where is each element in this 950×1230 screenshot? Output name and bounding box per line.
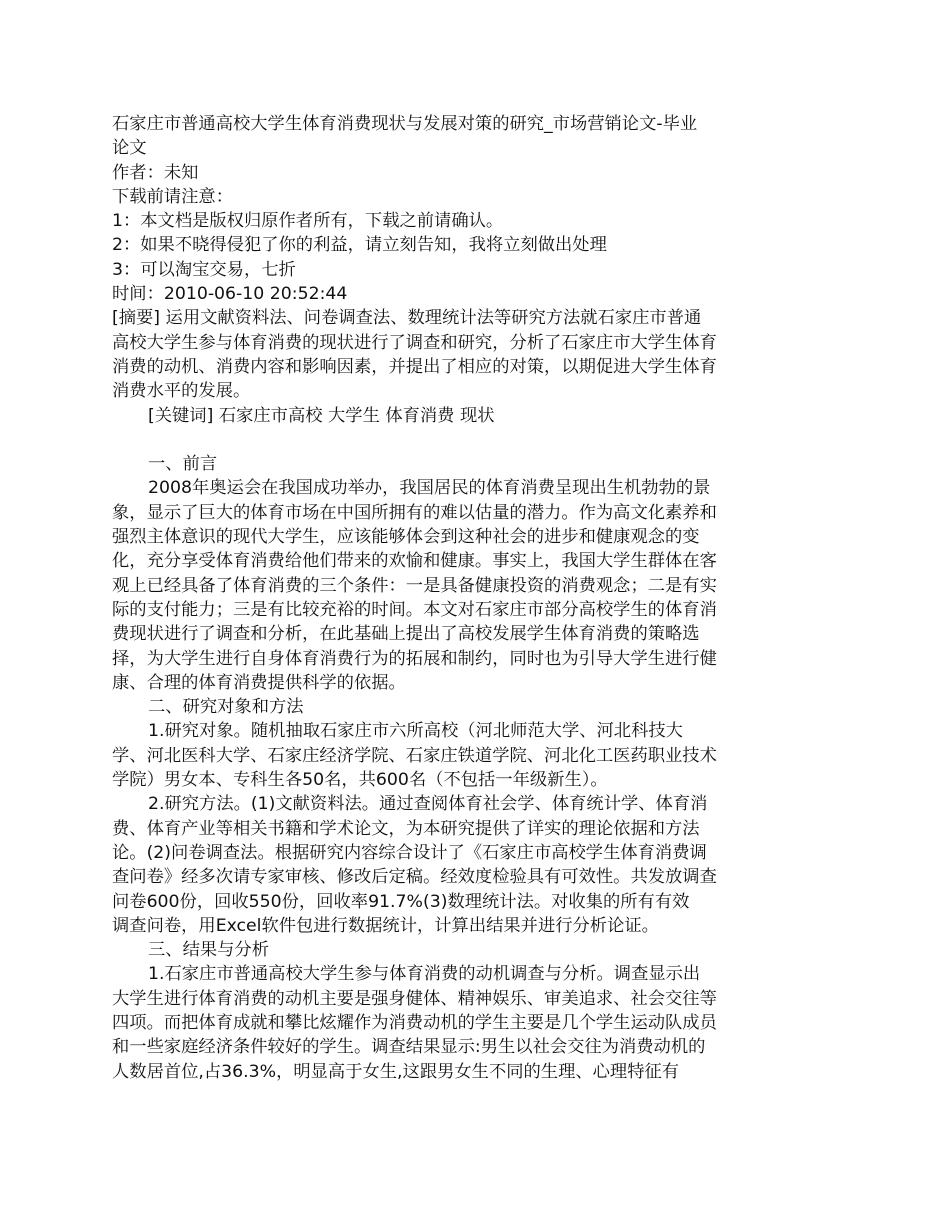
notice-item: 1：本文档是版权归原作者所有，下载之前请确认。 (112, 211, 504, 232)
section-heading-results: 三、结果与分析 (148, 940, 269, 961)
title-line: 论文 (112, 138, 147, 159)
paragraph-line: 费现状进行了调查和分析，在此基础上提出了高校发展学生体育消费的策略选 (112, 624, 700, 645)
paragraph-line: 和一些家庭经济条件较好的学生。调查结果显示:男生以社会交往为消费动机的 (112, 1037, 706, 1058)
abstract-line: 高校大学生参与体育消费的现状进行了调查和研究，分析了石家庄市大学生体育 (112, 332, 717, 353)
paragraph-line: 论。(2)问卷调查法。根据研究内容综合设计了《石家庄市高校学生体育消费调 (112, 842, 707, 863)
methods-paragraph-approach (112, 792, 768, 938)
paragraph-line: 化，充分享受体育消费给他们带来的欢愉和健康。事实上，我国大学生群体在客 (112, 551, 717, 572)
section-heading-methods: 二、研究对象和方法 (148, 697, 304, 718)
notice-item: 2：如果不晓得侵犯了你的利益，请立刻告知，我将立刻做出处理 (112, 235, 607, 256)
paragraph-line: 人数居首位,占36.3%，明显高于女生,这跟男女生不同的生理、心理特征有 (112, 1061, 680, 1082)
author-line: 作者：未知 (112, 162, 199, 183)
paragraph-line: 2.研究方法。(1)文献资料法。通过查阅体育社会学、体育统计学、体育消 (148, 794, 708, 815)
section-heading-intro: 一、前言 (148, 454, 218, 475)
document-title (112, 112, 768, 161)
paragraph-line: 2008年奥运会在我国成功举办，我国居民的体育消费呈现出生机勃勃的景 (148, 478, 711, 499)
paragraph-line: 大学生进行体育消费的动机主要是强身健体、精神娱乐、审美追求、社会交往等 (112, 988, 717, 1009)
notice-item: 3：可以淘宝交易，七折 (112, 259, 296, 280)
paragraph-line: 调查问卷，用Excel软件包进行数据统计，计算出结果并进行分析论证。 (112, 915, 659, 936)
paragraph-line: 康、合理的体育消费提供科学的依据。 (112, 672, 406, 693)
paragraph-line: 问卷600份，回收550份，回收率91.7%(3)数理统计法。对收集的所有有效 (112, 891, 690, 912)
paragraph-line: 择，为大学生进行自身体育消费行为的拓展和制约，同时也为引导大学生进行健 (112, 648, 717, 669)
paragraph-line: 象，显示了巨大的体育市场在中国所拥有的难以估量的潜力。作为高文化素养和 (112, 502, 717, 523)
paragraph-line: 四项。而把体育成就和攀比炫耀作为消费动机的学生主要是几个学生运动队成员 (112, 1012, 717, 1033)
paragraph-line: 际的支付能力；三是有比较充裕的时间。本文对石家庄市部分高校学生的体育消 (112, 599, 717, 620)
keywords-line: [关键词] 石家庄市高校 大学生 体育消费 现状 (148, 405, 495, 426)
intro-paragraph (112, 476, 768, 695)
abstract-line: 消费水平的发展。 (112, 381, 251, 402)
paragraph-line: 强烈主体意识的现代大学生，应该能够体会到这种社会的进步和健康观念的变 (112, 527, 700, 548)
paragraph-line: 查问卷》经多次请专家审核、修改后定稿。经效度检验具有可效性。共发放调查 (112, 867, 717, 888)
paragraph-line: 学院）男女本、专科生各50名，共600名（不包括一年级新生）。 (112, 770, 608, 791)
paragraph-line: 费、体育产业等相关书籍和学术论文，为本研究提供了详实的理论依据和方法 (112, 818, 700, 839)
results-paragraph (112, 962, 768, 1083)
title-line: 石家庄市普通高校大学生体育消费现状与发展对策的研究_市场营销论文-毕业 (112, 114, 698, 134)
abstract-line: [摘要] 运用文献资料法、问卷调查法、数理统计法等研究方法就石家庄市普通 (112, 308, 702, 329)
spacer (112, 428, 768, 452)
paragraph-line: 学、河北医科大学、石家庄经济学院、石家庄铁道学院、河北化工医药职业技术 (112, 745, 717, 766)
document-page (112, 112, 768, 1084)
paragraph-line: 观上已经具备了体育消费的三个条件：一是具备健康投资的消费观念；二是有实 (112, 575, 717, 596)
methods-paragraph-subjects (112, 719, 768, 792)
paragraph-line: 1.研究对象。随机抽取石家庄市六所高校（河北师范大学、河北科技大 (148, 721, 683, 742)
notice-header: 下载前请注意： (112, 186, 233, 207)
paragraph-line: 1.石家庄市普通高校大学生参与体育消费的动机调查与分析。调查显示出 (148, 964, 701, 985)
abstract (112, 306, 768, 403)
time-line: 时间：2010-06-10 20:52:44 (112, 284, 348, 305)
abstract-line: 消费的动机、消费内容和影响因素，并提出了相应的对策，以期促进大学生体育 (112, 356, 717, 377)
